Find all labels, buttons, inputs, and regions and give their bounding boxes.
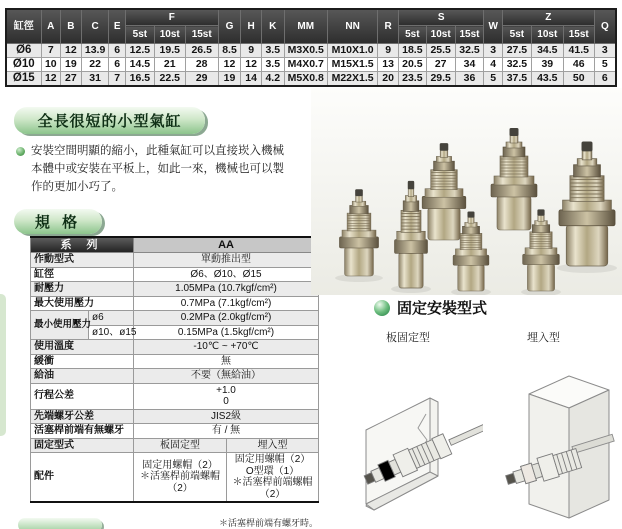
dim-header-S: S — [398, 9, 484, 26]
mounting-title: 固定安裝型式 — [397, 300, 488, 317]
dim-cell: 22 — [81, 58, 109, 72]
feature-title: 全長很短的小型氣缸 — [37, 113, 182, 130]
dim-row-Ø10 — [6, 58, 616, 72]
spec-table — [30, 236, 319, 503]
spec-label: 給油 — [31, 369, 134, 384]
dim-thead — [6, 9, 616, 44]
bullet-icon — [16, 147, 25, 156]
dim-cell: 8.5 — [218, 44, 241, 58]
spec-value: 1.05MPa (10.7kgf/cm²) — [134, 282, 319, 297]
dim-row-Ø6 — [6, 44, 616, 58]
feature-desc-line: 作的更加小巧了。 — [31, 181, 123, 193]
dim-cell: 34 — [455, 58, 484, 72]
spec-section-title: 規 格 — [34, 214, 82, 231]
spec-footnote: ＊活塞桿前端有螺牙時。 — [218, 518, 318, 528]
mounting-type-label-plate: 板固定型 — [386, 332, 430, 344]
dim-subheader-5st: 5st — [125, 26, 154, 44]
dim-cell: 50 — [563, 72, 594, 87]
spec-value: Ø6、Ø10、Ø15 — [134, 267, 319, 282]
product-photo — [311, 88, 622, 295]
spec-value-line: O型環（1） — [245, 465, 300, 477]
dim-cell: 32.5 — [502, 58, 531, 72]
spec-sublabel: ø10、ø15 — [89, 325, 134, 340]
dim-subheader-10st: 10st — [531, 26, 563, 44]
spec-label: 最小使用壓力 — [31, 311, 89, 340]
plate-mount-diagram — [348, 376, 483, 526]
spec-value: 0.15MPa (1.5kgf/cm²) — [134, 325, 319, 340]
dim-header-G: G — [218, 9, 241, 44]
dim-header-Z: Z — [502, 9, 594, 26]
dim-cell: 6 — [109, 44, 125, 58]
dimension-table-wrap — [5, 8, 617, 87]
dim-cell: 27 — [426, 58, 455, 72]
dim-subheader-15st: 15st — [563, 26, 594, 44]
spec-value: 單動推出型 — [134, 253, 319, 268]
dim-cell: M5X0.8 — [284, 72, 327, 87]
spec-value: 無 — [134, 354, 319, 369]
dim-cell: 29.5 — [426, 72, 455, 87]
dim-header-row-1 — [6, 9, 616, 26]
dim-cell: 5 — [594, 58, 616, 72]
spec-row-活塞桿前端有無螺牙 — [31, 424, 319, 439]
dim-cell: 19.5 — [154, 44, 185, 58]
dim-cell: 16.5 — [125, 72, 154, 87]
dim-cell: 12 — [41, 72, 61, 87]
dim-cell: 4.2 — [261, 72, 284, 87]
dim-header-H: H — [241, 9, 262, 44]
dim-cell: 29 — [185, 72, 218, 87]
embedded-mount-diagram — [497, 368, 622, 528]
dim-cell: 4 — [484, 58, 503, 72]
dim-cell: 43.5 — [531, 72, 563, 87]
dim-cell: 23.5 — [398, 72, 426, 87]
dim-cell: 12 — [241, 58, 262, 72]
dim-cell: 6 — [594, 72, 616, 87]
spec-value-line: 固定用螺帽（2） — [234, 454, 311, 465]
dim-cell: 28 — [185, 58, 218, 72]
dim-subheader-5st: 5st — [398, 26, 426, 44]
dim-header-缸徑: 缸徑 — [6, 9, 41, 44]
spec-tbody — [31, 253, 319, 503]
dim-cell: 20 — [378, 72, 399, 87]
spec-row-最小使用壓力 — [31, 311, 319, 326]
dim-cell: 12.5 — [125, 44, 154, 58]
spec-label: 耐壓力 — [31, 282, 134, 297]
dim-cell: M4X0.7 — [284, 58, 327, 72]
spec-value: 埋入型 — [227, 438, 319, 453]
spec-row-行程公差 — [31, 383, 319, 409]
dim-cell: 7 — [109, 72, 125, 87]
dim-cell: 34.5 — [531, 44, 563, 58]
spec-value: 板固定型 — [134, 438, 227, 453]
dim-header-K: K — [261, 9, 284, 44]
dim-cell: 3 — [594, 44, 616, 58]
spec-row-先端螺牙公差 — [31, 409, 319, 424]
mounting-section-header — [374, 297, 487, 318]
spec-label: 最大使用壓力 — [31, 296, 134, 311]
dim-cell: 46 — [563, 58, 594, 72]
spec-row-給油 — [31, 369, 319, 384]
dim-cell: 18.5 — [398, 44, 426, 58]
dim-header-Q: Q — [594, 9, 616, 44]
spec-row-耐壓力 — [31, 282, 319, 297]
dim-cell: 27.5 — [502, 44, 531, 58]
mounting-type-label-embedded: 埋入型 — [527, 332, 560, 344]
dim-bore-cell: Ø15 — [6, 72, 41, 87]
spec-value — [134, 383, 319, 409]
dim-cell: 25.5 — [426, 44, 455, 58]
dim-row-Ø15 — [6, 72, 616, 87]
spec-value: -10℃ ~ +70℃ — [134, 340, 319, 355]
dim-header-W: W — [484, 9, 503, 44]
spec-value: JIS2級 — [134, 409, 319, 424]
spec-row-缸徑 — [31, 267, 319, 282]
dim-subheader-10st: 10st — [154, 26, 185, 44]
spec-label: 行程公差 — [31, 383, 134, 409]
dim-subheader-5st: 5st — [502, 26, 531, 44]
spec-series-header: 系 列 — [31, 237, 134, 253]
dim-cell: 13.9 — [81, 44, 109, 58]
feature-description — [16, 142, 316, 196]
spec-row-作動型式 — [31, 253, 319, 268]
dim-header-C: C — [81, 9, 109, 44]
spec-value — [134, 453, 227, 503]
spec-value — [227, 453, 319, 503]
dim-cell: 31 — [81, 72, 109, 87]
spec-header-row — [31, 237, 319, 253]
spec-value-line: ＊活塞桿前端螺帽（2） — [232, 477, 313, 500]
spec-value: 有 / 無 — [134, 424, 319, 439]
spec-value-line: ＊活塞桿前端螺帽（2） — [140, 471, 220, 494]
spec-row-固定型式 — [31, 438, 319, 453]
dim-cell: 20.5 — [398, 58, 426, 72]
dim-cell: M3X0.5 — [284, 44, 327, 58]
dim-cell: 9 — [378, 44, 399, 58]
spec-series-value: AA — [134, 237, 319, 253]
dim-cell: 10 — [41, 58, 61, 72]
dim-cell: 36 — [455, 72, 484, 87]
dim-cell: 39 — [531, 58, 563, 72]
dim-cell: 13 — [378, 58, 399, 72]
spec-value-line: 固定用螺帽（2） — [142, 459, 218, 471]
spec-label: 緩衝 — [31, 354, 134, 369]
page-edge-tab — [0, 294, 6, 436]
dim-cell: 12 — [218, 58, 241, 72]
spec-label: 缸徑 — [31, 267, 134, 282]
dim-cell: 3 — [484, 44, 503, 58]
dim-header-B: B — [61, 9, 82, 44]
dim-cell: 26.5 — [185, 44, 218, 58]
dim-cell: 9 — [241, 44, 262, 58]
feature-desc-line: 安裝空間明顯的縮小，此種氣缸可以直接崁入機械 — [31, 145, 284, 157]
spec-label: 使用溫度 — [31, 340, 134, 355]
dim-cell: M10X1.0 — [327, 44, 377, 58]
dim-cell: 7 — [41, 44, 61, 58]
spec-thead — [31, 237, 319, 253]
spec-table-wrap — [30, 236, 318, 529]
dim-cell: 19 — [61, 58, 82, 72]
feature-desc-line: 本體中或安裝在平板上，如此一來，機械也可以製 — [31, 163, 284, 175]
next-section-pill-partial — [18, 518, 102, 529]
dim-header-F: F — [125, 9, 218, 26]
spec-value: 0.7MPa (7.1kgf/cm²) — [134, 296, 319, 311]
dim-cell: 41.5 — [563, 44, 594, 58]
dim-bore-cell: Ø10 — [6, 58, 41, 72]
spec-row-緩衝 — [31, 354, 319, 369]
spec-label: 先端螺牙公差 — [31, 409, 134, 424]
dim-cell: 14.5 — [125, 58, 154, 72]
section-bullet-icon — [374, 300, 390, 316]
dim-subheader-15st: 15st — [455, 26, 484, 44]
spec-label: 配件 — [31, 453, 134, 503]
dim-cell: 32.5 — [455, 44, 484, 58]
dim-cell: 3.5 — [261, 44, 284, 58]
dim-cell: M15X1.5 — [327, 58, 377, 72]
spec-value: 0.2MPa (2.0kgf/cm²) — [134, 311, 319, 326]
spec-title-pill — [14, 209, 102, 234]
spec-label: 固定型式 — [31, 438, 134, 453]
dimension-table — [5, 8, 617, 87]
spec-row-最大使用壓力 — [31, 296, 319, 311]
dim-cell: 3.5 — [261, 58, 284, 72]
feature-title-pill — [14, 107, 205, 134]
dim-subheader-10st: 10st — [426, 26, 455, 44]
dim-header-A: A — [41, 9, 61, 44]
dim-cell: 5 — [484, 72, 503, 87]
dim-cell: 6 — [109, 58, 125, 72]
dim-header-MM: MM — [284, 9, 327, 44]
dim-cell: 14 — [241, 72, 262, 87]
spec-row-配件 — [31, 453, 319, 503]
spec-sublabel: ø6 — [89, 311, 134, 326]
dim-bore-cell: Ø6 — [6, 44, 41, 58]
dim-tbody — [6, 44, 616, 87]
dim-cell: 22.5 — [154, 72, 185, 87]
dim-cell: 27 — [61, 72, 82, 87]
dim-cell: 21 — [154, 58, 185, 72]
dim-header-NN: NN — [327, 9, 377, 44]
dim-cell: 19 — [218, 72, 241, 87]
dim-header-R: R — [378, 9, 399, 44]
spec-value: 不要（無給油） — [134, 369, 319, 384]
dim-cell: 37.5 — [502, 72, 531, 87]
dim-cell: M22X1.5 — [327, 72, 377, 87]
dim-cell: 12 — [61, 44, 82, 58]
spec-value-line: 0 — [223, 396, 229, 407]
spec-value-line: +1.0 — [216, 384, 236, 396]
spec-label: 作動型式 — [31, 253, 134, 268]
spec-row-使用溫度 — [31, 340, 319, 355]
dim-subheader-15st: 15st — [185, 26, 218, 44]
dim-header-E: E — [109, 9, 125, 44]
spec-label: 活塞桿前端有無螺牙 — [31, 424, 134, 439]
